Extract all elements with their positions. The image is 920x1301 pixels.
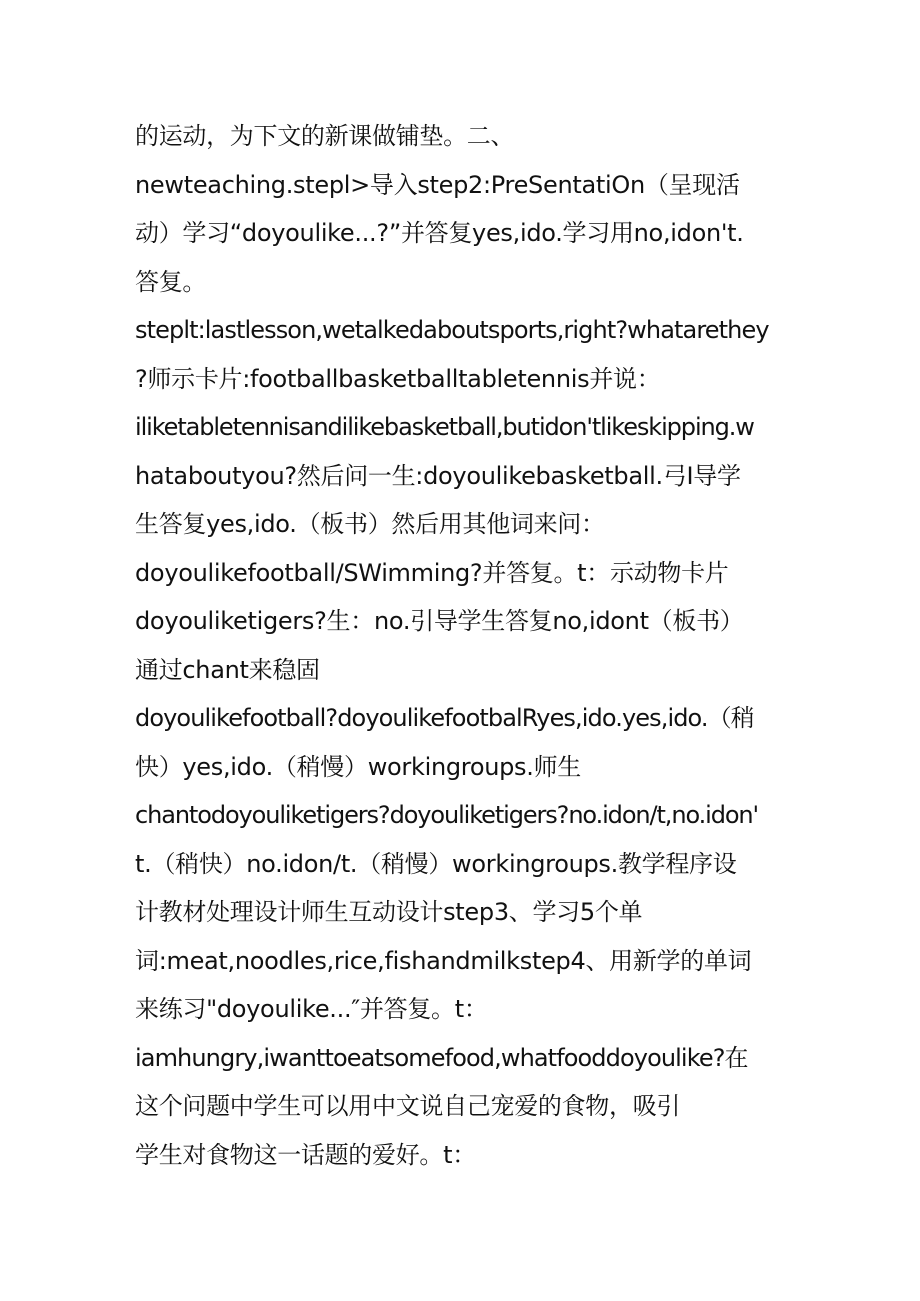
- text-line: 快）yes,ido.（稍慢）workingroups.师生: [135, 752, 581, 781]
- text-line: ?师示卡片:footballbasketballtabletennis并说：: [135, 364, 661, 393]
- text-line: newteaching.stepl>导入step2:PreSentatiOn（呈现活: [135, 170, 740, 199]
- text-line: 这个问题中学生可以用中文说自己宠爱的食物，吸引: [135, 1092, 681, 1120]
- text-line: 答复。: [135, 267, 207, 296]
- text-line: doyouliketigers?生：no.引导学生答复no,idont（板书）: [135, 607, 744, 635]
- text-line: 动）学习“doyoulike...?”并答复yes,ido.学习用no,idon't.: [135, 219, 744, 247]
- text-line: 的运动，为下文的新课做铺垫。二、: [135, 122, 515, 150]
- text-line: iamhungry,iwanttoeatsomefood,whatfooddoyoulike?在: [135, 1043, 748, 1072]
- text-line: iliketabletennisandilikebasketball,butidon'tlikeskipping.w: [135, 413, 754, 441]
- text-line: steplt:lastlesson,wetalkedaboutsports,right?whatarethey: [135, 316, 769, 344]
- text-line: 学生对食物这一话题的爱好。t：: [135, 1140, 476, 1169]
- text-line: 计教材处理设计师生互动设计step3、学习5个单: [135, 898, 643, 926]
- text-line: 来练习"doyoulike...″并答复。t：: [135, 995, 488, 1023]
- text-line: 通过chant来稳固: [135, 655, 320, 684]
- text-line: doyoulikefootball/SWimming?并答复。t：示动物卡片: [135, 558, 729, 587]
- text-line: hataboutyou?然后问一生:doyoulikebasketball.弓I导学: [135, 461, 741, 490]
- text-line: t.（稍快）no.idon/t.（稍慢）workingroups.教学程序设: [135, 849, 737, 878]
- text-line: chantodoyouliketigers?doyouliketigers?no.idon/t,no.idon': [135, 801, 759, 829]
- text-line: doyoulikefootball?doyoulikefootbalRyes,ido.yes,ido.（稍: [135, 704, 754, 732]
- text-line: 词:meat,noodles,rice,fishandmilkstep4、用新学的单词: [135, 946, 752, 975]
- body-text: [135, 112, 795, 1179]
- text-line: 生答复yes,ido.（板书）然后用其他词来问：: [135, 510, 605, 538]
